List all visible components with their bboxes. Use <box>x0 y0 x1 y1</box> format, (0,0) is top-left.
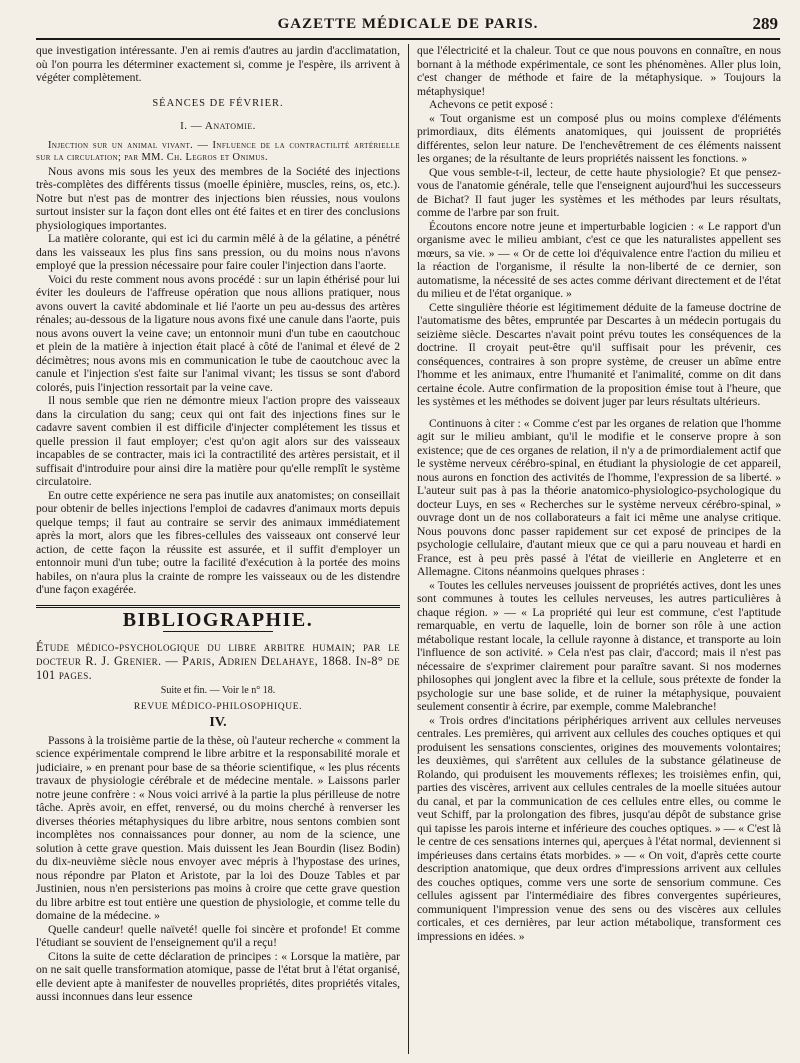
paragraph: En outre cette expérience ne sera pas inutile aux anatomistes; on conseillait pour obtenir de belles injections l'emploi de cadavres d'animaux morts depuis quelque temps; il faut au contraire se servir des animaux immédiatement après la mort, alors que les fibres-cellules des vaisseaux ont conservé leur action, de cette façon la réussite est assurée, et il suffit d'employer un entonnoir muni d'un tube; outre la facilité d'exécution à la portée des moins habiles, on n'aura plus la crainte de rompre les vaisseaux ou de les distendre d'une façon exagérée. <box>36 488 400 596</box>
column-divider <box>408 44 409 1054</box>
paragraph: Continuons à citer : « Comme c'est par les organes de relation que l'homme agit sur le milieu ambiant, qu'il le modifie et le conserve propre à son existence; que de ces organes de relation, il n'y a de primordialement actif que le système nerveux cérébro-spinal, en étudiant la physiologie de cet appareil, nous aurons en fonction des activités de l'homme, l'expression de sa liberté. » L'auteur suit pas à pas la théorie anatomico-physiologico-psychologique du docteur Luys, en ses « Recherches sur le système nerveux cérébro-spinal, » ouvrage dont un de nos collaborateurs a fait ici même une analyse critique. Nous pouvons donc passer rapidement sur cet exposé de principes de la psychologie cellulaire, d'autant mieux que ce qui a paru nouveau et hardi en France, est à peu près passé à l'état de vieillerie en Angleterre et en Allemagne. Citons néanmoins quelques phrases : <box>417 416 781 578</box>
paragraph: que l'électricité et la chaleur. Tout ce que nous pouvons en connaître, en nous bornant à la méthode expérimentale, ce sont les phénomènes. Aller plus loin, c'est changer de méthode et faire de la métaphysique. » Toujours la métaphysique! <box>417 44 781 98</box>
journal-title: GAZETTE MÉDICALE DE PARIS. <box>277 16 539 32</box>
section-heading-bibliographie: BIBLIOGRAPHIE. <box>122 608 314 631</box>
paragraph: Achevons ce petit exposé : <box>429 98 554 111</box>
part-number: IV. <box>209 715 227 730</box>
masthead <box>36 10 780 40</box>
book-title: Étude médico-psychologique du libre arbitre humain; par le docteur R. J. Grenier. — Paris, Adrien Delahaye, 1868. In-8° de 101 pages. <box>36 640 400 682</box>
paragraph: Il nous semble que rien ne démontre mieux l'action propre des vaisseaux dans la circulation du sang; ceux qui ont fait des injections fines sur le cadavre savent combien il est difficile d'injecter complétement les tissus et quelle pression il faut employer; c'est qu'on agit alors sur des vaisseaux incapables de se contracter, mais ici la contractilité des artères persistait, et il suffisait d'introduire pour ainsi dire la matière pour qu'elle remplît le système circulatoire. <box>36 394 400 488</box>
paragraph: Passons à la troisième partie de la thèse, où l'auteur recherche « comment la science expérimentale comprend le libre arbitre et la responsabilité morale et judiciaire, » en prenant pour base de sa théorie scientifique, « les plus récents travaux de physiologie cérébrale et de médecine mentale. » Laissons parler notre jeune confrère : « Nous voici arrivé à la partie la plus périlleuse de notre tâche. Après avoir, en effet, renversé, ou du moins cherché à renverser les diverses théories métaphysiques du libre arbitre, nous sentons combien sont incomplètes nos connaissances pour donner, au nom de la science, une solution à cette grave question. Mais duissent les Jean Bourdin (lisez Bodin) du dix-neuvième siècle nous envoyer avec mépris à l'hypostase des urines, nous répondre par Platon et Aristote, par la loi des Douze Tables et par Justinien, nous n'en persisterions pas moins à croire que cette grave question du libre arbitre est tout entière une question de physiologie, et comme telle du domaine de la médecine. » <box>36 733 400 922</box>
paragraph: Que vous semble-t-il, lecteur, de cette haute physiologie? Et que pensez-vous de l'anatomie générale, telle que l'enseignent aujourd'hui les successeurs de Bichat? Il faut juger les systèmes et les méthodes par leurs résultats, comme de l'arbre par son fruit. <box>417 165 781 219</box>
paragraph: « Tout organisme est un composé plus ou moins complexe d'éléments primordiaux, dits éléments anatomiques, qui jouissent de propriétés différentes, selon leur nature. De l'enchevêtrement de ces éléments naissent les organes; de la résultante de leurs propriétés naissent les fonctions. » <box>417 111 781 165</box>
paragraph: Citons la suite de cette déclaration de principes : « Lorsque la matière, par on ne sait quelle transformation atomique, passe de l'état brut à l'état organisé, elle devient apte à manifester de nouvelles propriétés, dites propriétés vitales, aussi inconnues dans leur essence <box>36 949 400 1003</box>
article-title-injection: Injection sur un animal vivant. — Influence de la contractilité artérielle sur la circulation; par MM. Ch. Legros et Onimus. <box>36 139 400 163</box>
paragraph: que investigation intéressante. J'en ai remis d'autres au jardin d'acclimatation, où l'on pourra les déterminer exactement si, comme je l'espère, ils arrivent à végéter complètement. <box>36 44 400 84</box>
paragraph: La matière colorante, qui est ici du carmin mêlé à de la gélatine, a pénétré dans les vaisseaux les plus fins sans pression, ou du moins nous n'avons employé que la pression nécessaire pour faire couler l'injection dans l'aorte. <box>36 232 400 272</box>
paragraph: Quelle candeur! quelle naïveté! quelle foi sincère et profonde! Et comme l'étudiant se souvient de l'enseignement qu'il a reçu! <box>36 922 400 949</box>
paragraph: Nous avons mis sous les yeux des membres de la Société des injections très-complètes des différents tissus (moelle épinière, muscles, reins, os, etc.). Notre but n'est pas de montrer des injections bien réussies, nous voulons surtout insister sur la façon dont elles ont été faites et en tirer des conclusions physiologiques importantes. <box>36 164 400 232</box>
left-column <box>36 44 400 1054</box>
right-column <box>417 44 781 1054</box>
section-divider <box>36 605 400 608</box>
subsection-heading-anatomie: I. — Anatomie. <box>180 120 256 132</box>
continuation-note: Suite et fin. — Voir le n° 18. <box>160 685 276 696</box>
paragraph: « Trois ordres d'incitations périphériques arrivent aux cellules nerveuses centrales. Les premières, qui arrivent aux cellules des couches optiques et qui produisent les sensations conscientes, origines des mouvements volontaires; les deuxièmes, qui s'arrêtent aux cellules de la substance gélatineuse de Rolando, qui produisent les mouvements réflexes; les troisièmes enfin, qui, parties des viscères, arrivent aux cellules centrales de la moelle situées autour du canal, et par la communication de ces cellules entre elles, ou comme le veut Schiff, par la prolongation des fibres, jusqu'au dépôt de substance grise qui tapisse les parois interne et inférieure des couches optiques. » — « C'est là le centre de ces sensations internes qui, aperçues à l'état normal, deviennent si impérieuses dans certains états morbides. » — « On voit, d'après cette courte description anatomique, que deux ordres d'impressions arrivent aux cellules des couches optiques, comme vers une sorte de sensorium commune. Ces cellules agissent par l'intermédiaire des fibres convergentes supérieures, communiquent l'impression venue des sens ou des viscères aux cellules corticales, et ces dernières, par leur action métabolique, transforment ces impressions en idées. » <box>417 713 781 943</box>
paragraph: Voici du reste comment nous avons procédé : sur un lapin éthérisé pour lui éviter les douleurs de l'affreuse opération que nous allions pratiquer, nous avons ouvert la cavité abdominale et lié l'aorte un peu au-dessus des artères rénales; au-dessous de la ligature nous avons fixé une canule dans l'aorte, puis nous avons ouvert la veine cave; un entonnoir muni d'un tube en caoutchouc et plein de la matière à injection était placé à côté de l'animal et élevé de 2 décimètres; nous avons mis en communication le tube de caoutchouc avec la canule et l'injection s'est faite sur l'animal vivant; les tissus se sont d'abord colorés, puis l'injection ressortait par la veine cave. <box>36 272 400 394</box>
heading-rule <box>163 631 273 632</box>
paragraph: Écoutons encore notre jeune et imperturbable logicien : « Le rapport d'un organisme avec le milieu ambiant, c'est ce que les naturalistes appellent ses mœurs, sa vie. » — « Or de cette loi d'équivalence entre l'action du milieu et la réaction de l'organisme, il résulte la non-liberté de ce dernier, son automatisme, la nécessité de ses actes comme dérivant directement et de l'état du milieu et de l'état organique. » <box>417 219 781 300</box>
section-heading-seances: SÉANCES DE FÉVRIER. <box>152 97 284 109</box>
paragraph: « Toutes les cellules nerveuses jouissent de propriétés actives, dont les unes sont communes à toutes les cellules nerveuses, les autres particulières à chaque région. » — « La propriété qui leur est commune, c'est l'aptitude remarquable, en vertu de laquelle, loin de borner son rôle à une action métabolique restant locale, la cellule rayonne à distance, et transporte au loin l'influence de son activité. » Cela n'est pas clair, d'accord; mais il n'est pas nécessaire de s'exprimer clairement pour paraître savant. Si nos modernes philosophes qui jonglent avec la fibre et la cellule, sous prétexte de fonder la psychologie sur une base solide, et de ruiner la métaphysique, pouvaient seulement consentir à écrire, par exemple, comme Malebranche! <box>417 578 781 713</box>
page-number: 289 <box>752 14 778 33</box>
column-heading-revue: REVUE MÉDICO-PHILOSOPHIQUE. <box>133 701 303 712</box>
paragraph: Cette singulière théorie est légitimement déduite de la fameuse doctrine de l'automatisme des bêtes, empruntée par Descartes à un médecin portugais du seizième siècle. Descartes n'avait point prévu toutes les conséquences de la doctrine. Il croyait peut-être qu'il suffisait pour les prévenir, ces conséquences, contraires à son propre système, de creuser un abîme entre l'homme et les animaux, entre l'humanité et l'animalité, comme on dit dans certaine école. Autre confirmation de la proposition émise tout à l'heure, que les systèmes et les méthodes se doivent juger par leurs résultats ultérieurs. <box>417 300 781 408</box>
paragraph-gap <box>417 409 781 417</box>
